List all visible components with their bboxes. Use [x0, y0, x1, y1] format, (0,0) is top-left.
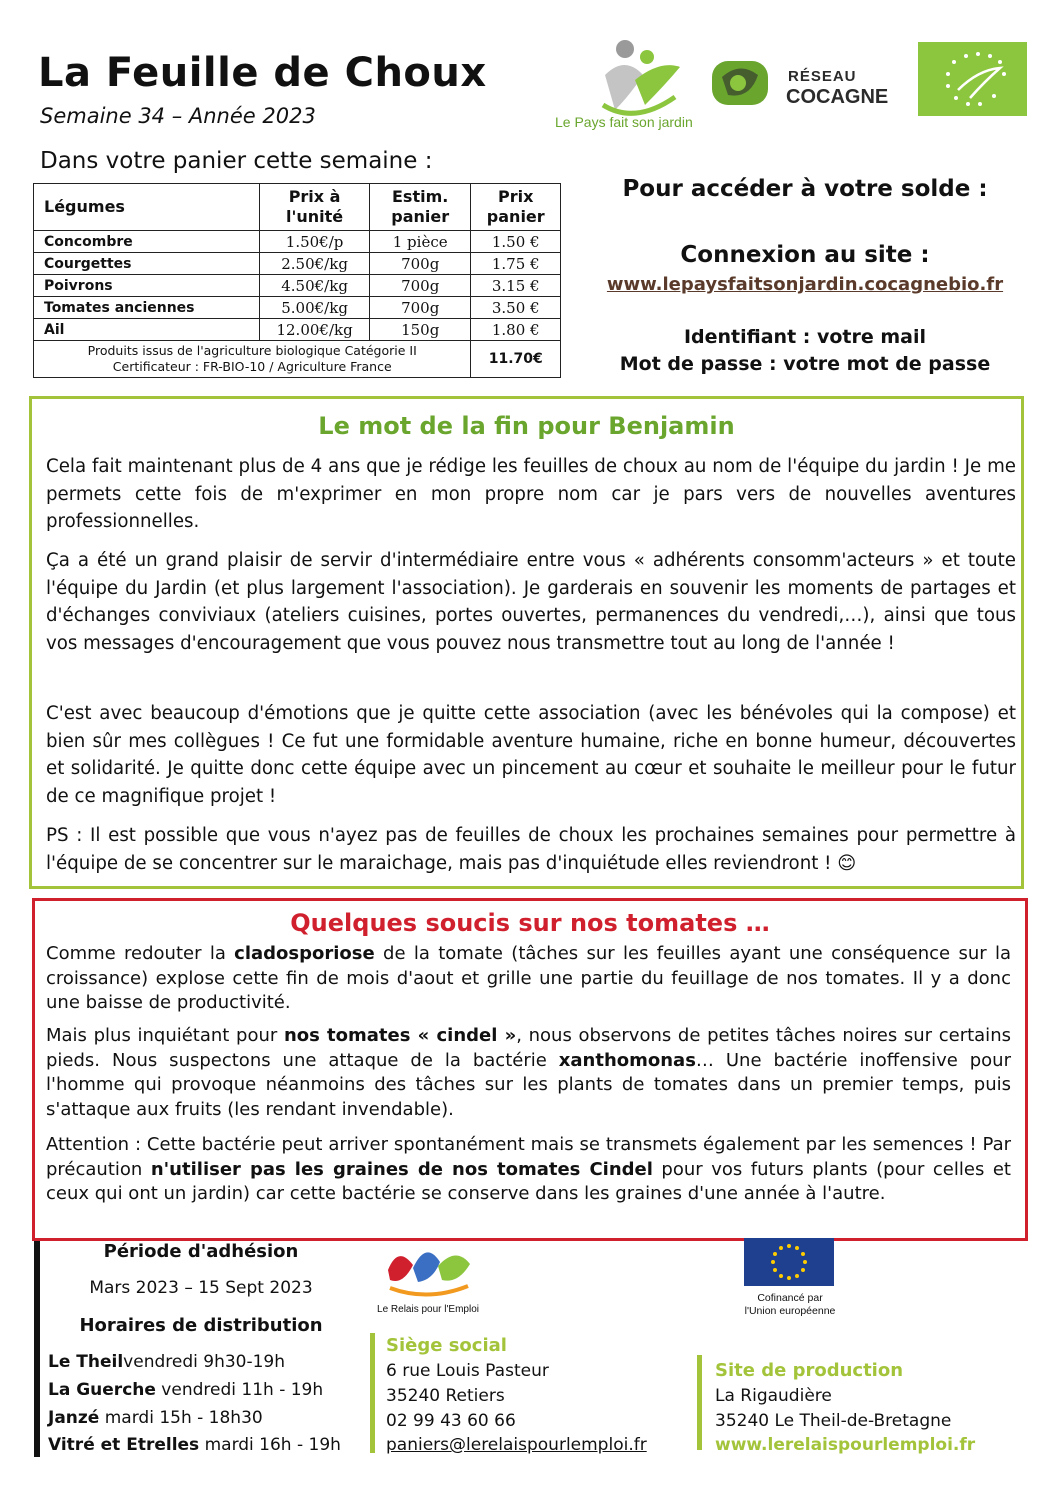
text-run: Mais plus inquiétant pour — [46, 1025, 284, 1046]
unit-price: 4.50€/kg — [260, 275, 370, 297]
distribution-hours-label: Horaires de distribution — [79, 1315, 323, 1336]
text-run: Attention : Cette bactérie peut arriver spontanément mais se transmets également par les semences ! Par précaution — [46, 1134, 1011, 1180]
vegetable-name: Ail — [34, 319, 260, 341]
bold-term: n'utiliser pas les graines de nos tomates Cindel — [150, 1158, 653, 1180]
balance-heading: Pour accéder à votre solde : — [622, 176, 988, 202]
basket-price: 3.15 € — [471, 275, 561, 297]
unit-price: 2.50€/kg — [260, 253, 370, 275]
login-identifier-hint: Identifiant : votre mail — [683, 326, 927, 348]
schedule-place: La Guerche — [48, 1380, 156, 1400]
farewell-paragraph: Cela fait maintenant plus de 4 ans que je rédige les feuilles de choux au nom de l'équipe du jardin ! Je me permets cette fois de m'exprimer en mon propre nom car je pars vers de nouvelles aventures professionnelles. — [46, 456, 1016, 532]
table-row — [34, 231, 561, 253]
basket-estimate: 700g — [369, 275, 471, 297]
table-footer-row — [34, 341, 561, 378]
tomato-section-title: Quelques soucis sur nos tomates … — [290, 909, 770, 937]
basket-estimate: 700g — [369, 297, 471, 319]
table-row — [34, 275, 561, 297]
unit-price: 5.00€/kg — [260, 297, 370, 319]
schedule-item — [48, 1352, 285, 1372]
tomato-paragraph — [46, 1133, 1011, 1207]
vegetable-name: Concombre — [34, 231, 260, 253]
siege-email-link[interactable]: paniers@lerelaispourlemploi.fr — [386, 1435, 647, 1455]
farewell-section-title: Le mot de la fin pour Benjamin — [318, 412, 735, 440]
cocagne-logo-text-2: COCAGNE — [786, 86, 889, 108]
certification-line-2: Certificateur : FR-BIO-10 / Agriculture France — [112, 359, 392, 374]
bold-term: cladosporiose — [234, 943, 375, 964]
bold-term: nos tomates « cindel » — [283, 1025, 517, 1046]
schedule-time: mardi 15h - 18h30 — [99, 1408, 263, 1428]
column-header: Estim. panier — [369, 184, 471, 231]
bold-term: xanthomonas — [558, 1049, 696, 1071]
siege-label: Siège social — [386, 1335, 507, 1356]
login-password-hint: Mot de passe : votre mot de passe — [619, 353, 991, 375]
vegetable-name: Tomates anciennes — [34, 297, 260, 319]
schedule-place: Le Theil — [48, 1352, 124, 1372]
farewell-paragraph: Ça a été un grand plaisir de servir d'intermédiaire entre vous « adhérents consomm'acteurs » et toute l'équipe du Jardin (et plus largement l'association). Je garderais en souvenir les moments de partages et d'échanges conviviaux (ateliers cuisines, portes ouvertes, permanences du vendredi,…), ainsi que tous vos messages d'encouragement que vous pouvez nous transmettre tout au long de l'année ! — [46, 550, 1016, 654]
basket-price: 1.75 € — [471, 253, 561, 275]
certification-line-1: Produits issus de l'agriculture biologique Catégorie II — [87, 343, 417, 358]
text-run: pour vos futurs plants (pour celles et ceux qui ont un jardin) car cette bactérie se conserve dans les graines d'une année à l'autre. — [46, 1158, 1011, 1204]
schedule-item — [48, 1380, 323, 1400]
text-run: de la tomate (tâches sur les feuilles ayant une conséquence sur la croissance) explose cette fin de mois d'aout et grille une partie du feuillage de nos tomates. Il y a donc une baisse de productivité. — [46, 943, 1011, 1013]
production-divider — [697, 1355, 702, 1450]
login-heading: Connexion au site : — [680, 242, 930, 268]
basket-estimate: 700g — [369, 253, 471, 275]
column-header: Prix à l'unité — [260, 184, 370, 231]
basket-estimate: 1 pièce — [369, 231, 471, 253]
vegetable-name: Courgettes — [34, 253, 260, 275]
column-header: Légumes — [34, 184, 260, 231]
membership-period-dates: Mars 2023 – 15 Sept 2023 — [89, 1278, 313, 1298]
membership-period-label: Période d'adhésion — [103, 1241, 299, 1262]
farewell-paragraph: C'est avec beaucoup d'émotions que je quitte cette association (avec les bénévoles qui la compose) et bien sûr mes collègues ! Ce fut une formidable aventure humaine, riche en bonne humeur, découvertes et solidarité. Je quitte donc cette équipe avec un pincement au cœur et souhaite le meilleur pour le futur de ce magnifique projet ! — [46, 703, 1016, 807]
schedule-time: mardi 16h - 19h — [199, 1435, 341, 1455]
text-run: , nous observons de petites tâches noires sur certains pieds. Nous suspectons une attaque de la bactérie — [46, 1025, 1011, 1071]
production-site-link[interactable]: www.lerelaispourlemploi.fr — [715, 1435, 976, 1455]
schedule-time: vendredi 9h30-19h — [123, 1352, 286, 1372]
unit-price: 1.50€/p — [260, 231, 370, 253]
table-row — [34, 319, 561, 341]
pays-logo-caption: Le Pays fait son jardin — [555, 114, 693, 130]
footer-divider — [34, 1241, 40, 1457]
tomato-paragraph — [46, 942, 1011, 1016]
basket-table — [33, 183, 561, 378]
basket-price: 3.50 € — [471, 297, 561, 319]
column-header: Prix panier — [471, 184, 561, 231]
siege-city: 35240 Retiers — [386, 1386, 505, 1406]
unit-price: 12.00€/kg — [260, 319, 370, 341]
certification-note — [34, 341, 471, 378]
production-site-city: 35240 Le Theil-de-Bretagne — [715, 1411, 952, 1431]
basket-total: 11.70€ — [471, 341, 561, 378]
table-row — [34, 297, 561, 319]
text-run: Comme redouter la — [46, 943, 235, 964]
eu-caption-line-1: Cofinancé par — [757, 1292, 823, 1304]
vegetable-name: Poivrons — [34, 275, 260, 297]
text-run: … Une bactérie inoffensive pour l'homme qui provoque néanmoins des tâches sur les plants de tomates dans un premier temps, puis s'attaque aux fruits (les rendant invendable). — [46, 1049, 1011, 1120]
siege-address: 6 rue Louis Pasteur — [386, 1361, 549, 1381]
table-header-row — [34, 184, 561, 231]
eu-caption — [720, 1292, 860, 1318]
production-site-label: Site de production — [715, 1360, 904, 1381]
schedule-item — [48, 1408, 263, 1428]
siege-phone: 02 99 43 60 66 — [386, 1411, 516, 1431]
site-link[interactable]: www.lepaysfaitsonjardin.cocagnebio.fr — [606, 274, 1004, 295]
relais-pour-emploi-logo — [378, 1240, 478, 1298]
eu-organic-leaf-logo — [918, 42, 1027, 116]
basket-estimate: 150g — [369, 319, 471, 341]
schedule-time: vendredi 11h - 19h — [155, 1380, 324, 1400]
schedule-place: Janzé — [48, 1408, 100, 1428]
tomato-paragraph — [46, 1024, 1011, 1122]
week-subtitle: Semaine 34 – Année 2023 — [40, 104, 316, 128]
production-site-name: La Rigaudière — [715, 1386, 832, 1406]
eu-flag-icon — [744, 1238, 834, 1286]
farewell-paragraph: PS : Il est possible que vous n'ayez pas de feuilles de choux les prochaines semaines pour permettre à l'équipe de se concentrer sur le maraichage, mais pas d'inquiétude elles reviendront ! 😊 — [46, 825, 1016, 874]
basket-price: 1.50 € — [471, 231, 561, 253]
eu-caption-line-2: l'Union européenne — [744, 1305, 836, 1317]
basket-price: 1.80 € — [471, 319, 561, 341]
basket-heading: Dans votre panier cette semaine : — [40, 148, 433, 174]
siege-divider — [370, 1333, 375, 1453]
schedule-place: Vitré et Etrelles — [48, 1435, 200, 1455]
page-title: La Feuille de Choux — [38, 50, 487, 96]
relais-logo-caption: Le Relais pour l'Emploi — [377, 1304, 479, 1315]
cocagne-logo-text-1: RÉSEAU — [788, 68, 857, 85]
table-row — [34, 253, 561, 275]
schedule-item — [48, 1435, 341, 1455]
